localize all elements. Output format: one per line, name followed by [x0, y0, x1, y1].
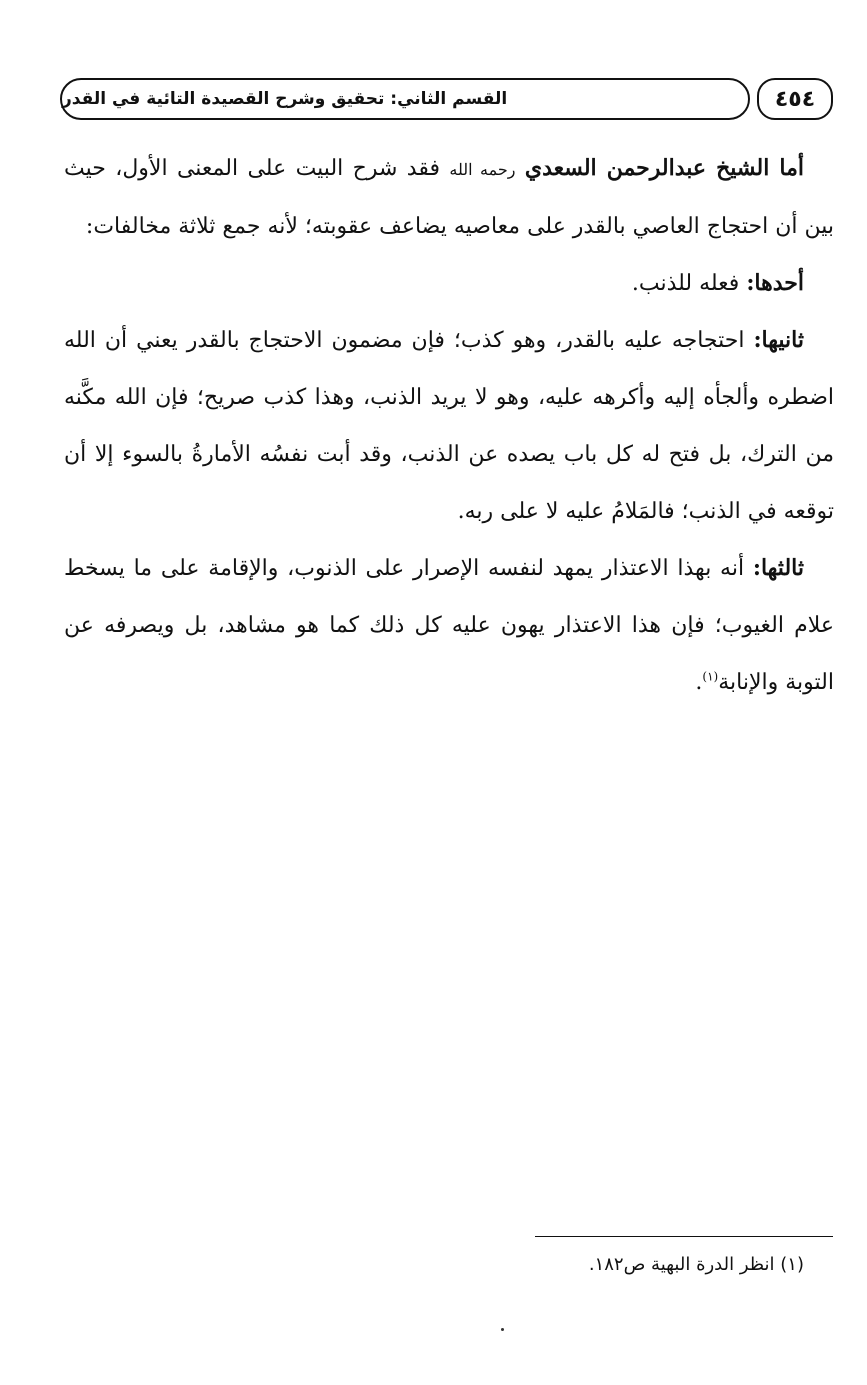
page-header	[60, 78, 833, 124]
footnote-divider	[535, 1236, 833, 1237]
paragraph-1-text: فقد شرح البيت على المعنى الأول، حيث بين أن احتجاج العاصي بالقدر على معاصيه يضاعف عقوبته؛ لأنه جمع ثلاثة مخالفات:	[64, 156, 834, 239]
point-1-label: أحدها:	[746, 270, 804, 296]
page-number: ٤٥٤	[757, 78, 833, 120]
paragraph-2	[64, 255, 834, 312]
point-2-label: ثانيها:	[753, 327, 804, 353]
footnote: (١) انظر الدرة البهية ص١٨٢.	[588, 1254, 804, 1275]
point-3-end: .	[695, 670, 703, 695]
point-2-text: احتجاجه عليه بالقدر، وهو كذب؛ فإن مضمون الاحتجاج بالقدر يعني أن الله اضطره وألجأه إليه وأكرهه عليه، وهو لا يريد الذنب، وهذا كذب صريح؛ فإن الله مكَّنه من الترك، بل فتح له كل باب يصده عن الذنب، وقد أبت نفسُه الأمارةُ بالسوء إلا أن توقعه في الذنب؛ فالمَلامُ عليه لا على ربه.	[64, 328, 834, 524]
page-speck	[501, 1328, 504, 1331]
point-3-text: أنه بهذا الاعتذار يمهد لنفسه الإصرار على الذنوب، والإقامة على ما يسخط علام الغيوب؛ فإن هذا الاعتذار يهون عليه كل ذلك كما هو مشاهد، بل ويصرفه عن التوبة والإنابة	[64, 556, 834, 695]
main-text	[64, 140, 834, 711]
running-title: القسم الثاني: تحقيق وشرح القصيدة التائية في القدر	[60, 78, 750, 120]
point-1-text: فعله للذنب.	[631, 271, 740, 296]
footnote-reference[interactable]: (١)	[702, 669, 719, 684]
honorific: رحمه الله	[449, 160, 516, 179]
paragraph-1	[64, 140, 834, 255]
paragraph-4	[64, 540, 834, 711]
point-3-label: ثالثها:	[752, 555, 804, 581]
paragraph-3	[64, 312, 834, 540]
sheikh-name: أما الشيخ عبدالرحمن السعدي	[524, 155, 804, 181]
